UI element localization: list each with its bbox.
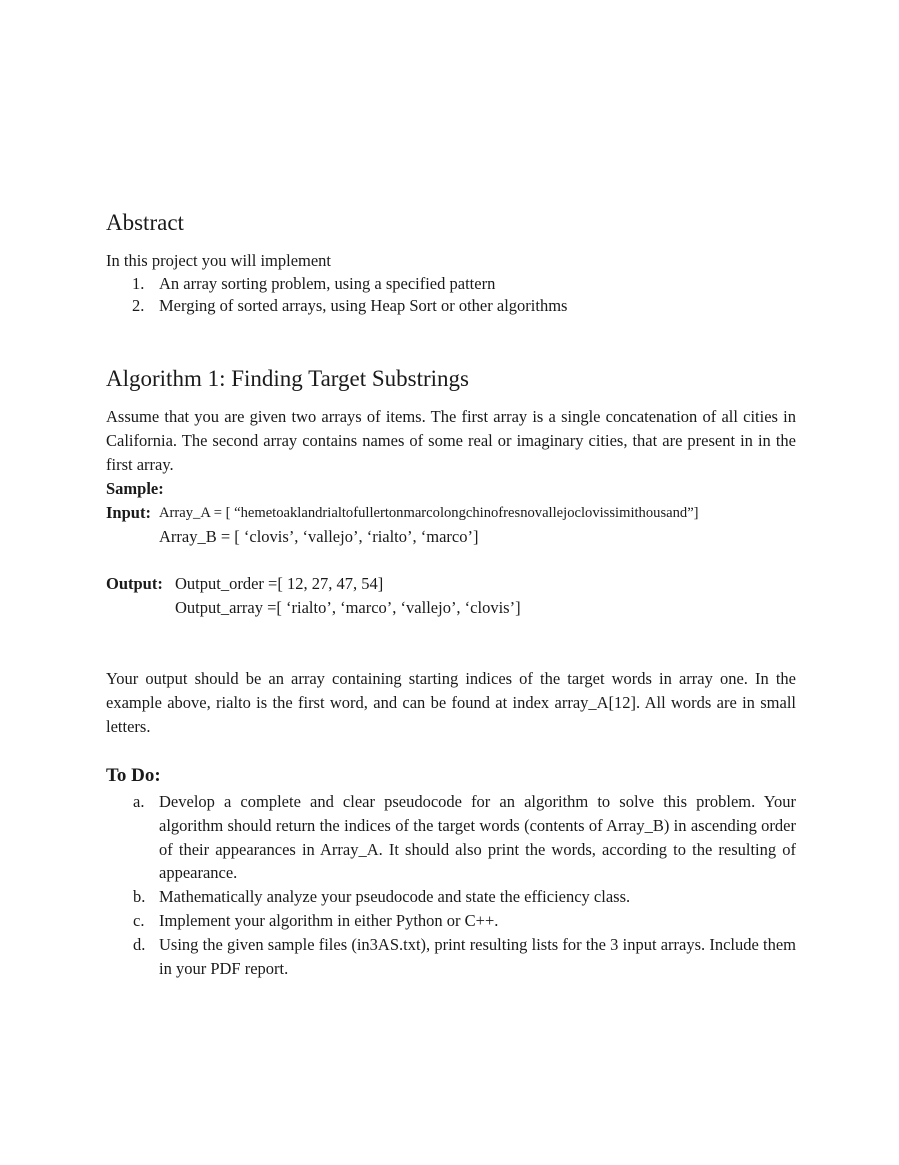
- sample-label: Sample:: [106, 479, 164, 498]
- algorithm1-heading: Algorithm 1: Finding Target Substrings: [106, 366, 470, 391]
- todo-item: [106, 885, 796, 909]
- list-number: 2.: [132, 296, 145, 315]
- abstract-list-item: [106, 273, 796, 295]
- abstract-list-item: [106, 295, 796, 317]
- list-number: 1.: [132, 274, 145, 293]
- output-array: Output_array =[ ‘rialto’, ‘marco’, ‘vallejo’, ‘clovis’]: [175, 598, 521, 617]
- abstract-list: [106, 273, 796, 317]
- algorithm1-description: Assume that you are given two arrays of items. The first array is a single concatenation of all cities in California. The second array contains names of some real or imaginary cities, that are present in in the first array.: [106, 407, 796, 474]
- todo-item-text: Develop a complete and clear pseudocode for an algorithm to solve this problem. Your algorithm should return the indices of the target words (contents of Array_B) in ascending order of their appearances in Array_A. It should also print the words, according to the resulting of appearance.: [159, 792, 796, 883]
- todo-letter: c.: [133, 910, 145, 930]
- todo-item-text: Using the given sample files (in3AS.txt), print resulting lists for the 3 input arrays. Include them in your PDF report.: [159, 934, 796, 978]
- array-b: Array_B = [ ‘clovis’, ‘vallejo’, ‘rialto’, ‘marco’]: [159, 527, 479, 546]
- abstract-intro: In this project you will implement: [106, 251, 332, 270]
- todo-heading: To Do:: [106, 765, 161, 786]
- todo-letter: a.: [133, 792, 145, 811]
- todo-letter: d.: [133, 934, 146, 954]
- output-order: Output_order =[ 12, 27, 47, 54]: [175, 574, 384, 593]
- todo-list: [106, 790, 796, 980]
- list-item-text: Merging of sorted arrays, using Heap Sort or other algorithms: [159, 296, 568, 315]
- todo-letter: b.: [133, 887, 146, 907]
- todo-item: [106, 909, 796, 933]
- array-a: Array_A = [ “hemetoaklandrialtofullertonmarcolongchinofresnovallejoclovissimithousand”]: [159, 505, 699, 521]
- todo-item-text: Implement your algorithm in either Python or C++.: [159, 910, 499, 930]
- todo-item: [106, 933, 796, 981]
- output-label: Output:: [106, 574, 163, 593]
- list-item-text: An array sorting problem, using a specified pattern: [159, 274, 496, 293]
- todo-item-text: Mathematically analyze your pseudocode and state the efficiency class.: [159, 887, 631, 907]
- todo-item: [106, 790, 796, 885]
- input-row: [106, 503, 151, 523]
- input-label: Input:: [106, 503, 151, 522]
- abstract-heading: Abstract: [106, 210, 184, 235]
- algorithm1-explanation: Your output should be an array containing starting indices of the target words in array one. In the example above, rialto is the first word, and can be found at index array_A[12]. All words are in small letters.: [106, 669, 796, 736]
